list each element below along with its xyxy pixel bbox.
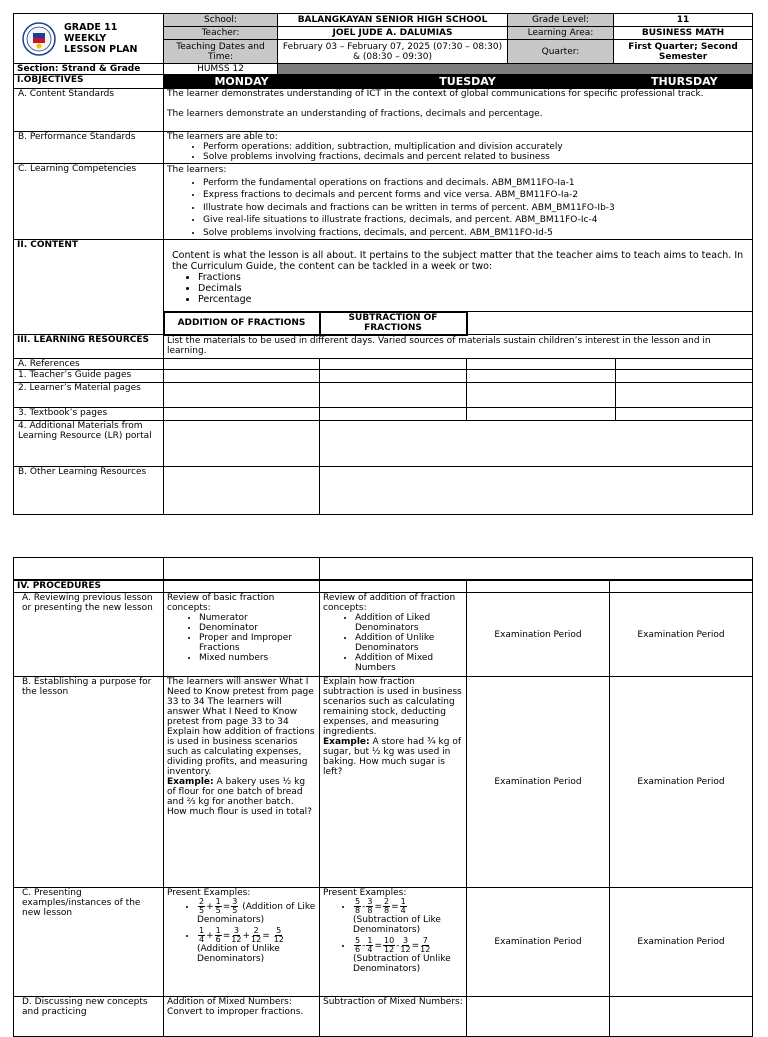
list-item: • Mixed numbers bbox=[199, 653, 316, 663]
section-filler bbox=[278, 64, 753, 75]
list-item: • Denominator bbox=[199, 623, 316, 633]
competencies-list bbox=[167, 177, 749, 240]
title-grade: GRADE 11 bbox=[64, 22, 118, 33]
dates-value: February 03 – February 07, 2025 (07:30 – 08:30) & (08:30 – 09:30) bbox=[278, 40, 508, 64]
list-item: • Proper and Improper Fractions bbox=[199, 633, 316, 653]
grade-level-value: 11 bbox=[614, 14, 753, 27]
title-weekly: WEEKLY bbox=[64, 33, 107, 44]
list-item: • Addition of Liked Denominators bbox=[355, 613, 463, 633]
fraction: $\frac{3}{12}$ bbox=[231, 926, 242, 944]
fraction: $\frac{1}{4}$ bbox=[367, 936, 373, 954]
teacher-value: JOEL JUDE A. DALUMIAS bbox=[278, 27, 508, 40]
topic-monday: ADDITION OF FRACTIONS bbox=[164, 312, 320, 335]
list-item: • Addition of Mixed Numbers bbox=[355, 653, 463, 673]
example-note: (Addition of Unlike Denominators) bbox=[197, 944, 280, 964]
example-label: Example: bbox=[323, 737, 370, 747]
list-item: • $\frac{5}{8}$ - $\frac{3}{8}$ = $\frac{2}{8}$ = $\frac{1}{4}$ (Subtraction of Like Denominators) bbox=[353, 898, 463, 935]
lesson-plan-sheet-2 bbox=[13, 557, 752, 1037]
procedure-b-tuesday-text: Explain how fraction subtraction is used in business scenarios such as calculating remaining stock, deducting expenses, and measuring ingredients. bbox=[323, 677, 462, 737]
objectives-heading: I.OBJECTIVES bbox=[14, 75, 164, 89]
list-item: • $\frac{5}{6}$ - $\frac{1}{4}$ = $\frac{10}{12}$ - $\frac{3}{12}$ = $\frac{7}{12}$ (Subtraction of Unlike Denominators) bbox=[353, 937, 463, 974]
list-item: • Give real-life situations to illustrate fractions, decimals, and percent. ABM_BM11FO-Ic-4 bbox=[203, 214, 749, 227]
list-item: • Solve problems involving fractions, decimals, and percent. ABM_BM11FO-Id-5 bbox=[203, 227, 749, 240]
content-list bbox=[172, 272, 744, 305]
grade-level-label: Grade Level: bbox=[508, 14, 614, 27]
exam-period-friday-c: Examination Period bbox=[610, 888, 753, 997]
content-standards-label: A. Content Standards bbox=[14, 89, 164, 132]
topic-tuesday: SUBTRACTION OF FRACTIONS bbox=[320, 312, 467, 335]
day-tuesday: TUESDAY bbox=[320, 75, 616, 89]
example-note: (Subtraction of Unlike Denominators) bbox=[353, 954, 451, 974]
example-note: (Addition of Like Denominators) bbox=[197, 902, 316, 925]
school-value: BALANGKAYAN SENIOR HIGH SCHOOL bbox=[278, 14, 508, 27]
list-item: • Perform operations: addition, subtraction, multiplication and division accurately bbox=[203, 142, 749, 152]
exam-period-friday-b: Examination Period bbox=[610, 677, 753, 888]
content-heading: II. CONTENT bbox=[14, 240, 164, 335]
list-item: • Solve problems involving fractions, decimals and percent related to business bbox=[203, 152, 749, 162]
section-value: HUMSS 12 bbox=[164, 64, 278, 75]
content-standards-text-1: The learner demonstrates understanding of ICT in the context of global communications for specific professional track. bbox=[167, 89, 704, 99]
deped-seal-logo bbox=[14, 22, 64, 56]
fraction: • $\frac{1}{4}$ bbox=[199, 926, 205, 944]
fraction: $\frac{1}{6}$ bbox=[215, 926, 221, 944]
performance-standards-label: B. Performance Standards bbox=[14, 132, 164, 164]
additional-materials-label: 4. Additional Materials from Learning Resource (LR) portal bbox=[14, 421, 164, 467]
textbook-label: 3. Textbook’s pages bbox=[14, 408, 164, 421]
list-item: • Illustrate how decimals and fractions can be written in terms of percent. ABM_BM11FO-Ib-3 bbox=[203, 202, 749, 215]
fraction: $\frac{5}{12}$ bbox=[273, 926, 284, 944]
list-item: • Express fractions to decimals and percent forms and vice versa. ABM_BM11FO-Ia-2 bbox=[203, 189, 749, 202]
fraction: $\frac{1}{5}$ bbox=[215, 897, 221, 915]
fraction: • $\frac{5}{6}$ bbox=[355, 936, 361, 954]
list-item: • Percentage bbox=[198, 294, 744, 305]
fraction: • $\frac{5}{8}$ bbox=[355, 897, 361, 915]
procedure-b-monday-text: The learners will answer What I Need to Know pretest from page 33 to 34 The learners will answer What I Need to Know pretest from page 33 to 34 Explain how addition of fractions is used in business scenarios such as calculating expenses, dividing profits, and measuring inventory. bbox=[167, 677, 315, 777]
list-item: • Addition of Unlike Denominators bbox=[355, 633, 463, 653]
procedure-a-tuesday-list bbox=[323, 613, 463, 673]
references-label: A. References bbox=[14, 359, 164, 370]
procedure-b-label: B. Establishing a purpose for the lesson bbox=[14, 677, 164, 888]
content-standards-text-2: The learners demonstrate an understanding of fractions, decimals and percentage. bbox=[167, 109, 543, 119]
procedure-d-monday-text: Addition of Mixed Numbers: Convert to improper fractions. bbox=[164, 997, 320, 1037]
procedures-heading: IV. PROCEDURES bbox=[14, 580, 164, 593]
list-item: • $\frac{1}{4}$ + $\frac{1}{6}$ = $\frac{3}{12}$ + $\frac{2}{12}$ = $\frac{5}{12}$ (Addition of Unlike Denominators) bbox=[197, 927, 316, 964]
quarter-value: First Quarter; Second Semester bbox=[614, 40, 753, 64]
procedure-a-label: A. Reviewing previous lesson or presenting the new lesson bbox=[14, 593, 164, 677]
example-label: Example: bbox=[167, 777, 214, 787]
resources-intro: List the materials to be used in different days. Varied sources of materials sustain children’s interest in the lesson and in learning. bbox=[164, 335, 753, 359]
header-table bbox=[13, 13, 753, 75]
objectives-table bbox=[13, 74, 753, 515]
procedure-b-tuesday-example: A store had ¾ kg of sugar, but ½ kg was used in baking. How much sugar is left? bbox=[323, 737, 461, 777]
fraction: $\frac{2}{12}$ bbox=[251, 926, 262, 944]
procedure-c-tuesday-list bbox=[323, 898, 463, 974]
list-item: • Decimals bbox=[198, 283, 744, 294]
procedure-a-tuesday-intro: Review of addition of fraction concepts: bbox=[323, 593, 456, 613]
list-item: • Numerator bbox=[199, 613, 316, 623]
list-item: • Fractions bbox=[198, 272, 744, 283]
teachers-guide-label: 1. Teacher’s Guide pages bbox=[14, 370, 164, 383]
title-cell bbox=[14, 14, 164, 64]
content-text: Content is what the lesson is all about. It pertains to the subject matter that the teacher aims to teach aims to teach. In the Curriculum Guide, the content can be tackled in a week or two: bbox=[172, 250, 744, 272]
title-lesson-plan: LESSON PLAN bbox=[64, 44, 138, 55]
performance-intro: The learners are able to: bbox=[167, 132, 278, 142]
fraction: $\frac{7}{12}$ bbox=[420, 936, 431, 954]
procedure-c-monday-list bbox=[167, 898, 316, 964]
fraction: $\frac{2}{8}$ bbox=[383, 897, 390, 915]
fraction: $\frac{3}{5}$ bbox=[232, 897, 238, 915]
procedure-c-label: C. Presenting examples/instances of the new lesson bbox=[14, 888, 164, 997]
exam-period-thursday-b: Examination Period bbox=[467, 677, 610, 888]
lesson-plan-sheet-1 bbox=[13, 13, 752, 515]
procedure-c-monday-intro: Present Examples: bbox=[167, 888, 251, 898]
fraction: $\frac{3}{8}$ bbox=[367, 897, 373, 915]
procedures-table bbox=[13, 557, 753, 1037]
fraction: $\frac{1}{4}$ bbox=[400, 897, 406, 915]
competencies-label: C. Learning Competencies bbox=[14, 164, 164, 240]
dates-label: Teaching Dates and Time: bbox=[164, 40, 278, 64]
teacher-label: Teacher: bbox=[164, 27, 278, 40]
quarter-label: Quarter: bbox=[508, 40, 614, 64]
day-monday: MONDAY bbox=[164, 75, 320, 89]
fraction: $\frac{3}{12}$ bbox=[400, 936, 411, 954]
procedure-d-tuesday-text: Subtraction of Mixed Numbers: bbox=[320, 997, 467, 1037]
procedure-a-monday-list bbox=[167, 613, 316, 663]
procedure-a-monday-intro: Review of basic fraction concepts: bbox=[167, 593, 275, 613]
list-item: • Perform the fundamental operations on fractions and decimals. ABM_BM11FO-Ia-1 bbox=[203, 177, 749, 190]
school-label: School: bbox=[164, 14, 278, 27]
exam-period-friday-a: Examination Period bbox=[610, 593, 753, 677]
performance-list bbox=[167, 142, 749, 162]
fraction: • $\frac{2}{5}$ bbox=[199, 897, 205, 915]
competencies-intro: The learners: bbox=[167, 165, 227, 175]
learning-area-value: BUSINESS MATH bbox=[614, 27, 753, 40]
fraction: $\frac{10}{12}$ bbox=[383, 936, 395, 954]
topic-empty bbox=[467, 312, 753, 335]
resources-heading: III. LEARNING RESOURCES bbox=[14, 335, 164, 359]
exam-period-thursday-a: Examination Period bbox=[467, 593, 610, 677]
learning-area-label: Learning Area: bbox=[508, 27, 614, 40]
procedure-d-label: D. Discussing new concepts and practicing bbox=[14, 997, 164, 1037]
other-resources-label: B. Other Learning Resources bbox=[14, 467, 164, 515]
day-thursday: THURSDAY bbox=[616, 75, 753, 89]
procedure-b-monday-example: A bakery uses ½ kg of flour for one batch of bread and ⅔ kg for another batch. How much flour is used in total? bbox=[167, 777, 312, 817]
section-label: Section: Strand & Grade bbox=[14, 64, 164, 75]
exam-period-thursday-c: Examination Period bbox=[467, 888, 610, 997]
learners-material-label: 2. Learner’s Material pages bbox=[14, 383, 164, 408]
example-note: (Subtraction of Like Denominators) bbox=[353, 915, 441, 935]
list-item: • $\frac{2}{5}$ + $\frac{1}{5}$ = $\frac{3}{5}$ (Addition of Like Denominators) bbox=[197, 898, 316, 925]
procedure-c-tuesday-intro: Present Examples: bbox=[323, 888, 407, 898]
